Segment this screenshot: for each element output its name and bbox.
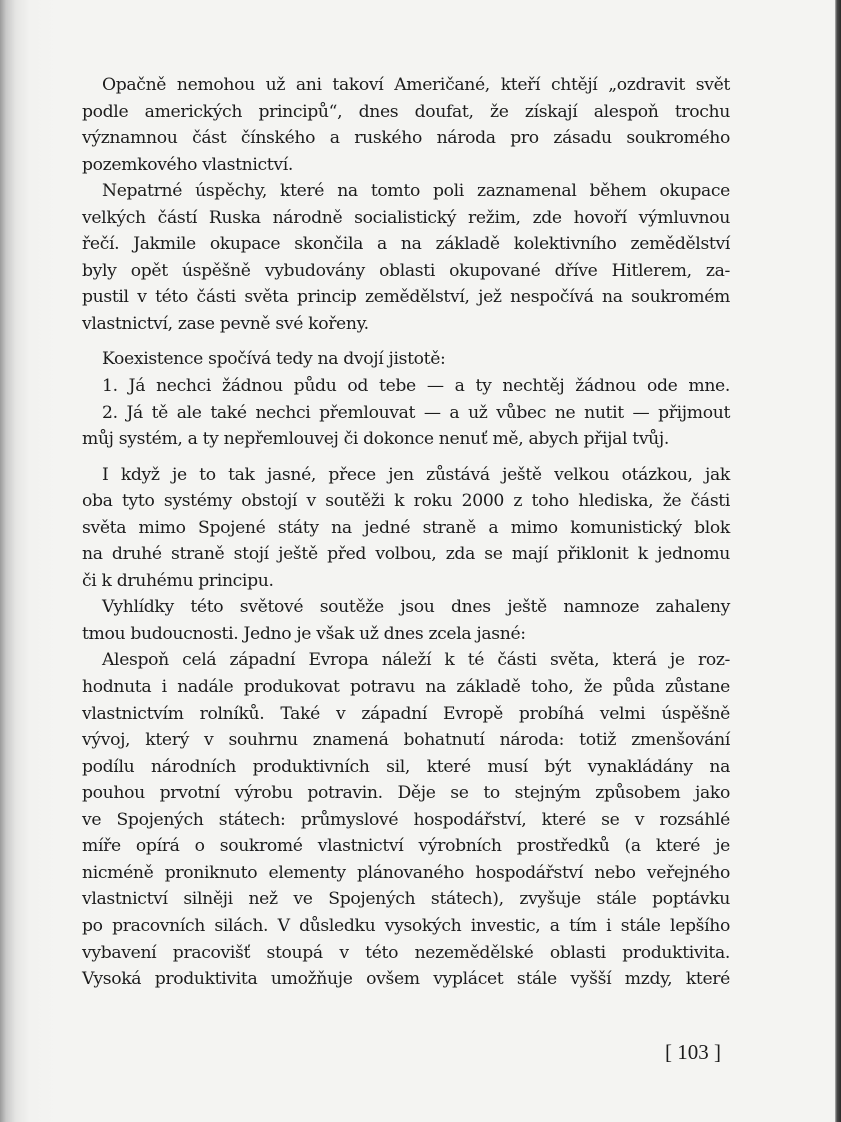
list-item: 2. Já tě ale také nechci přemlouvat — a už vůbec ne nutit — přijmout [102, 402, 730, 423]
text-line: pouhou prvotní výrobu potravin. Děje se to stejným způsobem jako [82, 783, 730, 804]
text-line: I když je to tak jasné, přece jen zůstává ještě velkou otázkou, jak [102, 464, 730, 485]
text-line: vlastnictvím rolníků. Také v západní Evropě probíhá velmi úspěšně [82, 703, 730, 724]
text-line: vlastnictví silněji než ve Spojených státech), zvyšuje stále poptávku [82, 889, 730, 910]
text-line: řečí. Jakmile okupace skončila a na základě kolektivního zemědělství [82, 234, 730, 255]
text-line: můj systém, a ty nepřemlouvej či dokonce nenuť mě, abych přijal tvůj. [82, 429, 669, 450]
page-body-text [82, 72, 730, 993]
text-line: na druhé straně stojí ještě před volbou, zda se mají přiklonit k jednomu [82, 544, 730, 565]
text-line: Vysoká produktivita umožňuje ovšem vyplácet stále vyšší mzdy, které [82, 969, 730, 990]
text-line: Vyhlídky této světové soutěže jsou dnes ještě namnoze zahaleny [102, 597, 730, 618]
text-line: tmou budoucnosti. Jedno je však už dnes zcela jasné: [82, 623, 526, 644]
text-line: významnou část čínského a ruského národa pro zásadu soukromého [82, 128, 730, 149]
text-line: vývoj, který v souhrnu znamená bohatnutí národa: totiž zmenšování [82, 730, 730, 751]
text-line: vlastnictví, zase pevně své kořeny. [82, 313, 369, 334]
text-line: Opačně nemohou už ani takoví Američané, kteří chtějí „ozdravit svět [102, 75, 730, 95]
text-line: světa mimo Spojené státy na jedné straně a mimo komunistický blok [82, 517, 730, 538]
text-line: podle amerických principů“, dnes doufat, že získají alespoň trochu [82, 101, 730, 122]
text-line: po pracovních silách. V důsledku vysokých investic, a tím i stále lepšího [82, 915, 730, 936]
list-item: 1. Já nechci žádnou půdu od tebe — a ty nechtěj žádnou ode mne. [102, 376, 730, 397]
page-number: [ 103 ] [665, 1040, 721, 1064]
text-line: Koexistence spočívá tedy na dvojí jistotě: [102, 349, 446, 370]
paragraph [82, 594, 730, 647]
page-edge-shadow [835, 0, 841, 1122]
paragraph [82, 647, 730, 992]
text-line: byly opět úspěšně vybudovány oblasti okupované dříve Hitlerem, za- [82, 260, 730, 281]
text-line: pozemkového vlastnictví. [82, 154, 293, 175]
text-line: míře opírá o soukromé vlastnictví výrobních prostředků (a které je [82, 836, 730, 857]
text-line: podílu národních produktivních sil, které musí být vynakládány na [82, 756, 730, 777]
text-line: Nepatrné úspěchy, které na tomto poli zaznamenal během okupace [102, 181, 730, 202]
paragraph [82, 72, 730, 178]
paragraph [82, 462, 730, 595]
coexistence-list [82, 346, 730, 452]
text-line: či k druhému principu. [82, 570, 274, 591]
text-line: hodnuta i nadále produkovat potravu na základě toho, že půda zůstane [82, 677, 730, 698]
text-line: pustil v této části světa princip zemědělství, jež nespočívá na soukromém [82, 287, 730, 308]
text-line: oba tyto systémy obstojí v soutěži k roku 2000 z toho hlediska, že části [82, 491, 730, 512]
text-line: nicméně proniknuto elementy plánovaného hospodářství nebo veřejného [82, 862, 730, 883]
text-line: ve Spojených státech: průmyslové hospodářství, které se v rozsáhlé [82, 809, 730, 830]
text-line: velkých částí Ruska národně socialistický režim, zde hovoří výmluvnou [82, 207, 730, 228]
text-line: vybavení pracovišť stoupá v této nezemědělské oblasti produktivita. [82, 942, 730, 963]
text-line: Alespoň celá západní Evropa náleží k té části světa, která je roz- [102, 650, 730, 671]
paragraph [82, 178, 730, 337]
